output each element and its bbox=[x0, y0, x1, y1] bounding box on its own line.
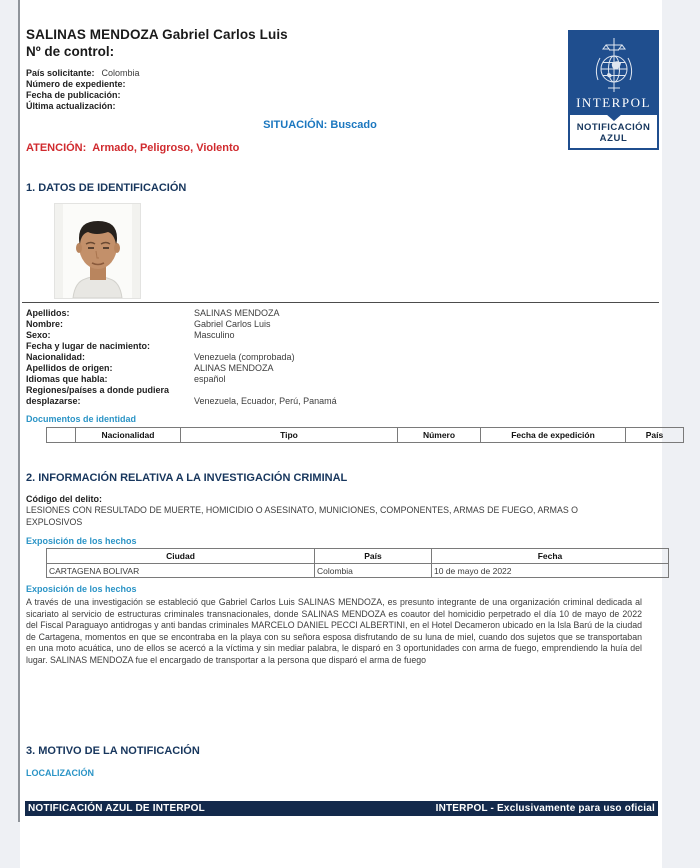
crime-code-value: LESIONES CON RESULTADO DE MUERTE, HOMICIDIO O ASESINATO, MUNICIONES, COMPONENTES, ARMAS DE FUEGO, ARMAS O EXPLOSIVOS bbox=[26, 505, 579, 527]
facts-narrative-subheading: Exposición de los hechos bbox=[26, 584, 137, 594]
field-row bbox=[26, 341, 586, 352]
ribbon-notch-icon bbox=[606, 114, 622, 121]
field-label: Nombre: bbox=[26, 319, 64, 329]
field-label: Idiomas que habla: bbox=[26, 374, 108, 384]
column-header: País bbox=[315, 549, 432, 564]
table-cell: Colombia bbox=[315, 564, 432, 578]
field-label: Regiones/países a donde pudiera desplazarse: bbox=[26, 385, 170, 406]
table-header-row bbox=[47, 549, 669, 564]
control-number-label: Nº de control: bbox=[26, 44, 115, 59]
situation-status: SITUACIÓN: Buscado bbox=[263, 119, 377, 131]
section3-heading: 3. MOTIVO DE LA NOTIFICACIÓN bbox=[26, 745, 200, 757]
attention-label: ATENCIÓN: bbox=[26, 142, 87, 154]
suspect-portrait-image bbox=[55, 204, 140, 298]
meta-row bbox=[26, 79, 140, 90]
suspect-photo bbox=[55, 204, 140, 298]
meta-row bbox=[26, 101, 140, 112]
table-cell: 10 de mayo de 2022 bbox=[432, 564, 669, 578]
meta-label: Última actualización: bbox=[26, 101, 116, 111]
field-value: Venezuela (comprobada) bbox=[194, 352, 295, 362]
field-row bbox=[26, 330, 586, 341]
notification-reason: LOCALIZACIÓN bbox=[26, 768, 94, 778]
table-cell: CARTAGENA BOLIVAR bbox=[47, 564, 315, 578]
section2-heading: 2. INFORMACIÓN RELATIVA A LA INVESTIGACIÓN CRIMINAL bbox=[26, 472, 348, 484]
meta-row bbox=[26, 90, 140, 101]
interpol-emblem-icon bbox=[590, 36, 638, 94]
field-row bbox=[26, 363, 586, 374]
field-row bbox=[26, 374, 586, 385]
facts-table bbox=[46, 548, 669, 578]
field-label: Fecha y lugar de nacimiento: bbox=[26, 341, 151, 351]
attention-warning bbox=[26, 142, 239, 154]
notice-metadata bbox=[26, 68, 140, 112]
field-value: Masculino bbox=[194, 330, 235, 340]
facts-table-subheading: Exposición de los hechos bbox=[26, 536, 137, 546]
field-value: Venezuela, Ecuador, Perú, Panamá bbox=[194, 396, 337, 406]
crime-code-label: Código del delito: bbox=[26, 494, 102, 504]
meta-row bbox=[26, 68, 140, 79]
meta-label: Número de expediente: bbox=[26, 79, 126, 89]
divider-line bbox=[22, 302, 659, 303]
notice-type-line2: AZUL bbox=[599, 133, 628, 144]
field-label: Apellidos: bbox=[26, 308, 70, 318]
field-value: Gabriel Carlos Luis bbox=[194, 319, 271, 329]
table-row bbox=[47, 564, 669, 578]
documents-subheading: Documentos de identidad bbox=[26, 414, 137, 424]
attention-value: Armado, Peligroso, Violento bbox=[92, 142, 240, 154]
identification-fields bbox=[26, 308, 586, 407]
section1-heading: 1. DATOS DE IDENTIFICACIÓN bbox=[26, 182, 187, 194]
column-header: Nacionalidad bbox=[76, 428, 181, 443]
column-header: País bbox=[626, 428, 684, 443]
field-label: Apellidos de origen: bbox=[26, 363, 113, 373]
field-row bbox=[26, 308, 586, 319]
column-header bbox=[47, 428, 76, 443]
page-title: SALINAS MENDOZA Gabriel Carlos Luis bbox=[26, 27, 288, 42]
field-value: ALINAS MENDOZA bbox=[194, 363, 274, 373]
table-header-row bbox=[47, 428, 684, 443]
field-label: Sexo: bbox=[26, 330, 51, 340]
footer-left-text: NOTIFICACIÓN AZUL DE INTERPOL bbox=[28, 803, 205, 814]
notice-type-panel bbox=[568, 115, 659, 150]
column-header: Fecha de expedición bbox=[481, 428, 626, 443]
identity-documents-table bbox=[46, 427, 684, 443]
column-header: Número bbox=[398, 428, 481, 443]
column-header: Fecha bbox=[432, 549, 669, 564]
footer-bar bbox=[25, 801, 658, 816]
field-label: Nacionalidad: bbox=[26, 352, 86, 362]
notice-type-line1: NOTIFICACIÓN bbox=[576, 122, 651, 133]
interpol-wordmark: INTERPOL bbox=[576, 95, 651, 110]
document-page bbox=[20, 0, 662, 868]
interpol-blue-notice-logo bbox=[568, 30, 659, 150]
field-value: SALINAS MENDOZA bbox=[194, 308, 280, 318]
field-value: español bbox=[194, 374, 226, 384]
footer-right-text: INTERPOL - Exclusivamente para uso oficial bbox=[435, 803, 655, 814]
column-header: Ciudad bbox=[47, 549, 315, 564]
interpol-logo-panel bbox=[568, 30, 659, 115]
meta-label: Fecha de publicación: bbox=[26, 90, 121, 100]
field-row bbox=[26, 385, 586, 407]
field-row bbox=[26, 319, 586, 330]
field-row bbox=[26, 352, 586, 363]
column-header: Tipo bbox=[181, 428, 398, 443]
meta-label: País solicitante: bbox=[26, 68, 95, 78]
facts-narrative-text: A través de una investigación se estableció que Gabriel Carlos Luis SALINAS MENDOZA, es presunto integrante de una organización criminal dedicada al sicariato al servicio de estructuras criminales transnacionales, donde SALINAS MENDOZA es coautor del homicidio perpetrado el día 10 de mayo de 2022 del Fiscal Paraguayo antidrogas y anti bandas criminales MARCELO DANIEL PECCI ALBERTINI, en el Hotel Decameron ubicado en la Isla Barú de la ciudad de Cartagena, momentos en que se encontraba en la playa con su señora esposa disfrutando de su luna de miel, cuando dos sujetos que se transportaban en una moto acuática, uno de ellos se acercó a la víctima y sin mediar palabra, le disparó en 3 oportunidades con arma de fuego, emprendiendo la huía del lugar. SALINAS MENDOZA fue el encargado de transportar a la persona que disparó el arma de fuego bbox=[26, 597, 642, 665]
meta-value: Colombia bbox=[101, 68, 140, 78]
